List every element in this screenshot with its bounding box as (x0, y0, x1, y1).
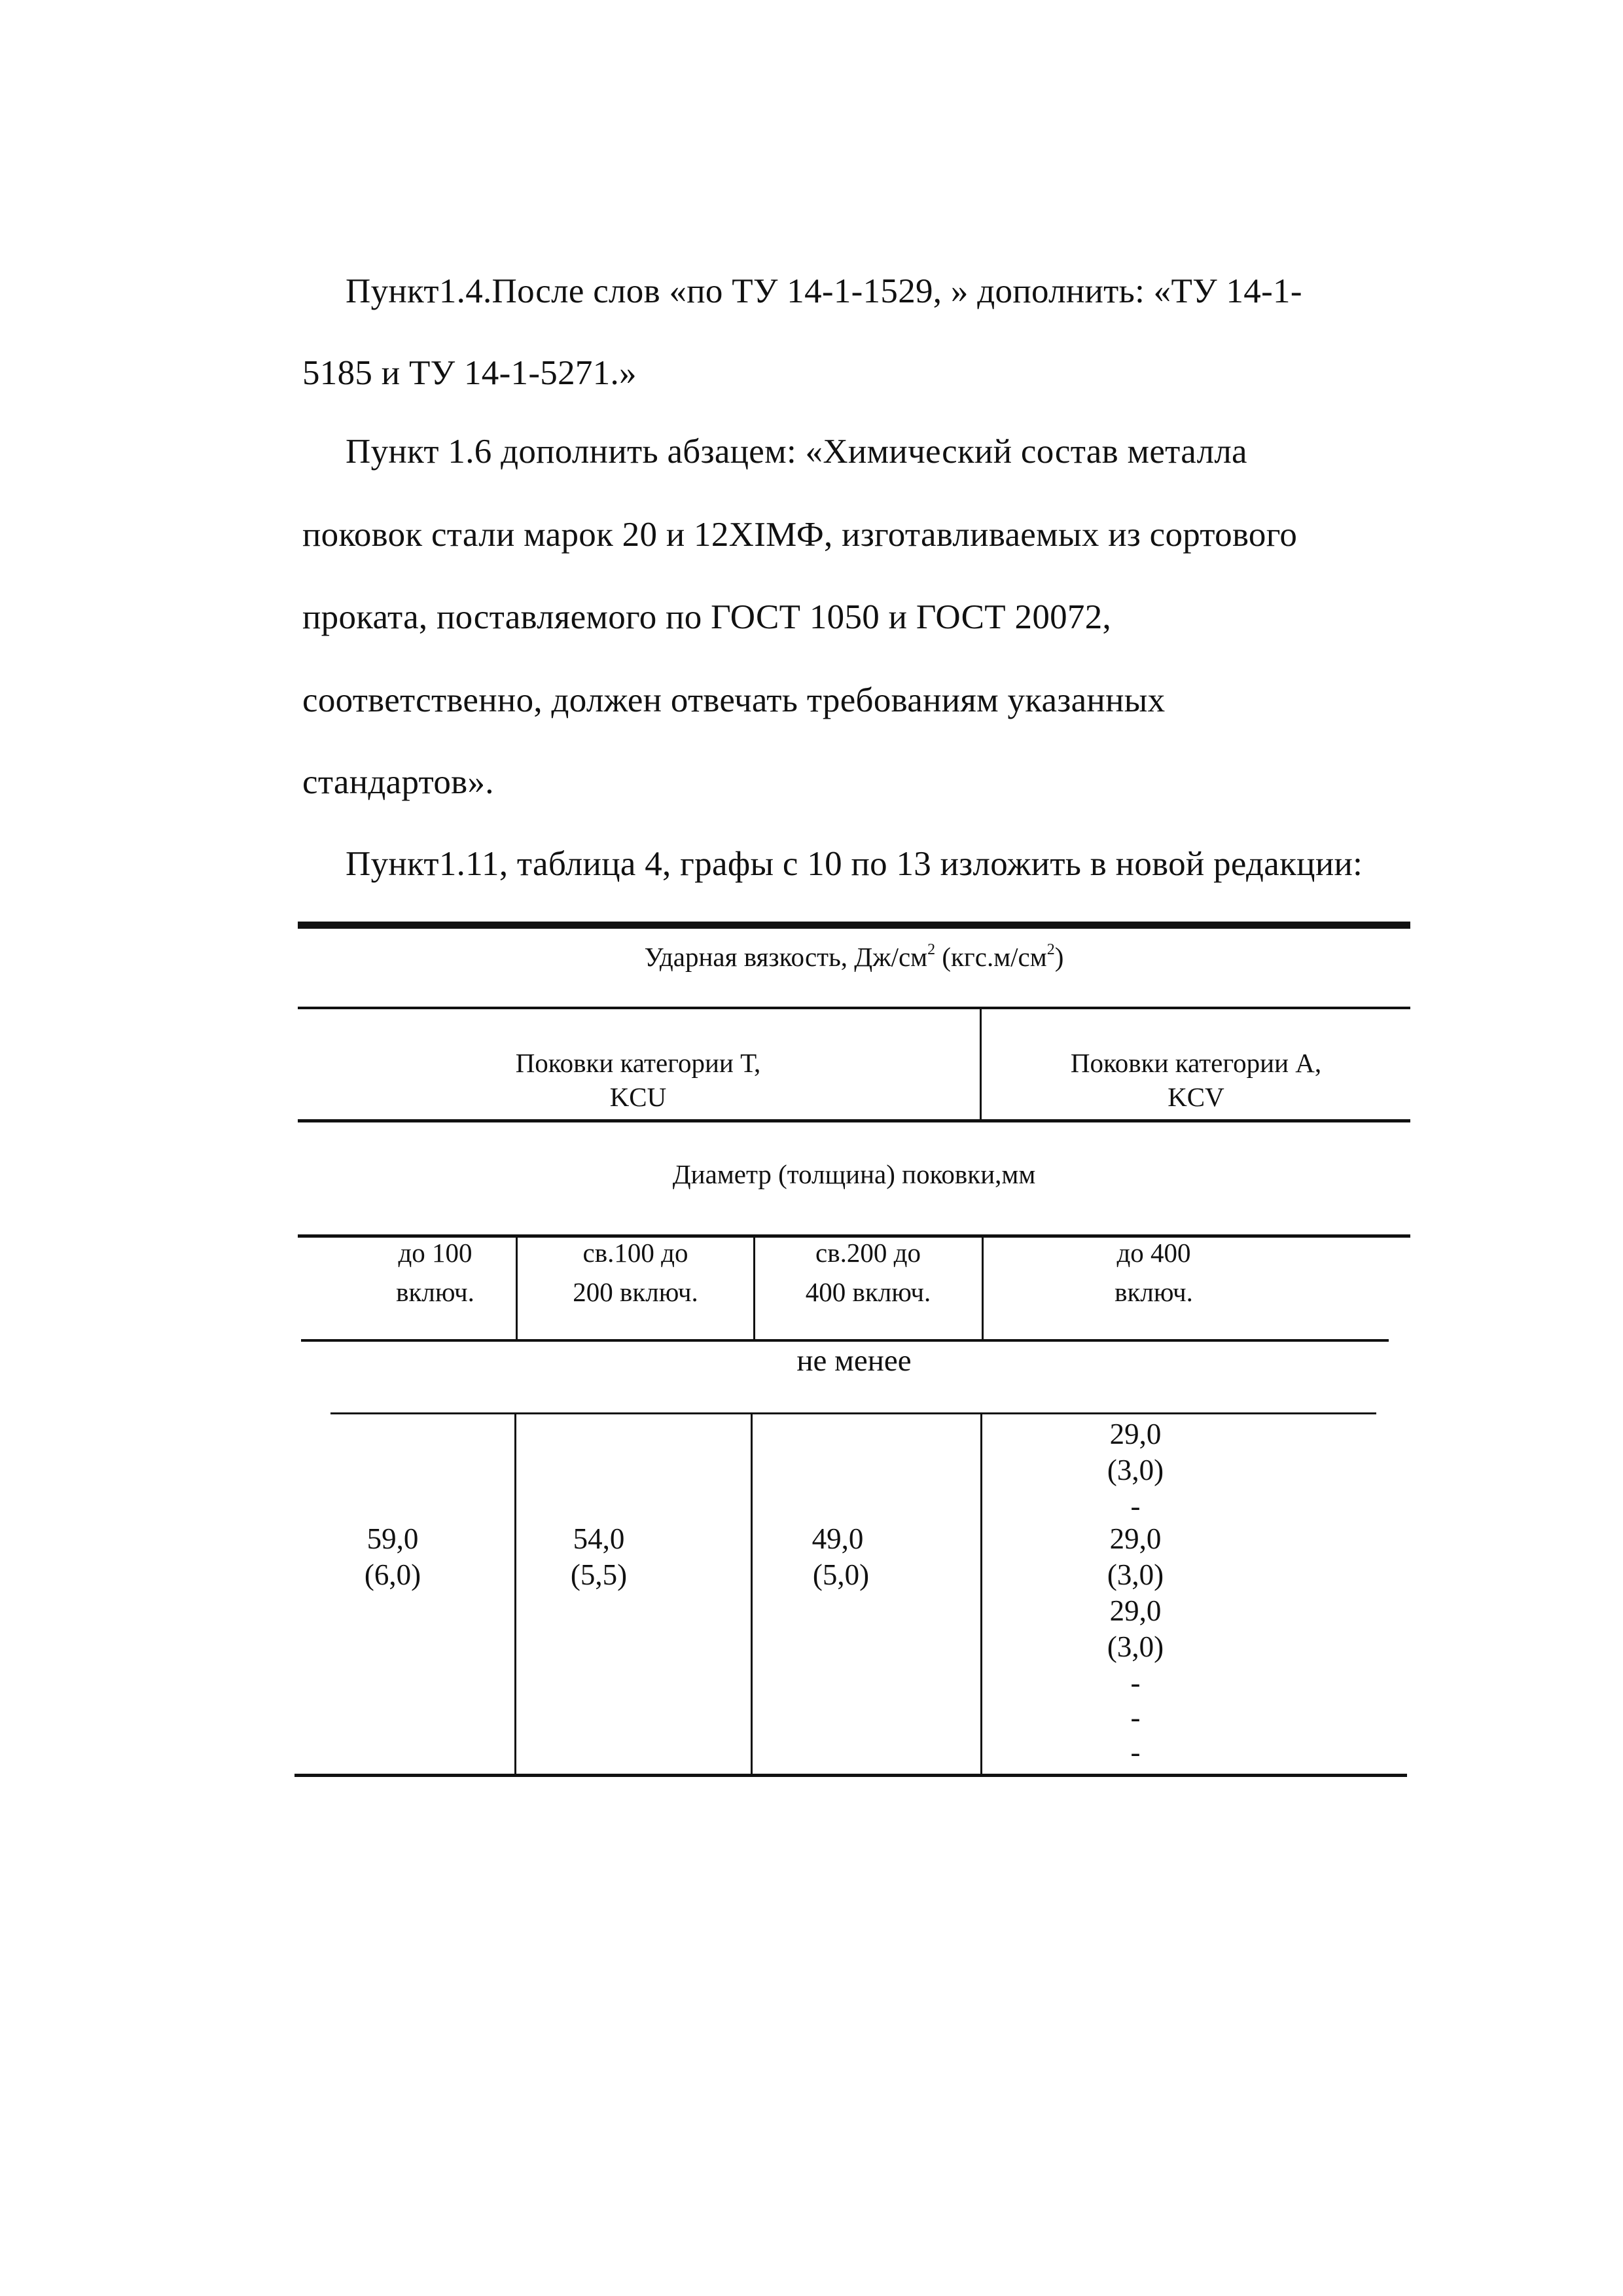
paragraph-2-line-4: соответственно, должен отвечать требованиям указанных (302, 681, 1166, 719)
column-header-4-line-2: включ. (1115, 1277, 1193, 1307)
rule-under-main-header (298, 1007, 1410, 1009)
paragraph-1-line-1: Пункт1.4.После слов «по ТУ 14-1-1529, » дополнить: «ТУ 14-1- (346, 272, 1302, 310)
paragraph-2-line-5: стандартов». (302, 763, 494, 801)
column-header-3-line-1: св.200 до (815, 1238, 921, 1268)
col3-value-kgs: (5,0) (812, 1558, 870, 1591)
min-label: не менее (796, 1344, 912, 1378)
col4-value-5: (3,0) (1107, 1558, 1164, 1591)
header-sup-2: 2 (1046, 941, 1055, 958)
column-header-4-line-1: до 400 (1116, 1238, 1191, 1268)
col4-value-6: 29,0 (1109, 1594, 1162, 1627)
col4-value-7: (3,0) (1107, 1630, 1164, 1663)
header-prefix: Ударная вязкость, Дж/см (644, 942, 928, 972)
column-header-1-line-1: до 100 (398, 1238, 473, 1268)
column-divider-3-values (980, 1414, 982, 1775)
col2-value-kgs: (5,5) (570, 1558, 628, 1591)
col4-value-4: 29,0 (1109, 1522, 1162, 1555)
paragraph-1-line-2: 5185 и ТУ 14-1-5271.» (302, 354, 637, 392)
header-suffix: ) (1054, 942, 1064, 972)
rule-under-group-headers (298, 1119, 1410, 1122)
col4-value-2: (3,0) (1107, 1454, 1164, 1486)
table-top-rule (298, 922, 1410, 929)
col4-value-1: 29,0 (1109, 1418, 1162, 1450)
col4-value-10: - (1130, 1736, 1141, 1768)
column-header-3-line-2: 400 включ. (805, 1277, 931, 1307)
column-divider-1-values (514, 1414, 516, 1775)
rule-above-values (330, 1412, 1376, 1414)
group-a-line-2: KCV (1168, 1082, 1224, 1112)
table-main-header (298, 940, 1410, 974)
column-header-2-line-2: 200 включ. (573, 1277, 698, 1307)
column-divider-2-values (751, 1414, 753, 1775)
col4-value-9: - (1130, 1701, 1141, 1734)
table-bottom-rule (294, 1774, 1407, 1777)
col1-value-kgs: (6,0) (364, 1558, 421, 1591)
group-a-line-1: Поковки категории А, (1070, 1048, 1322, 1078)
group-t-line-1: Поковки категории Т, (515, 1048, 761, 1078)
paragraph-3-line-1: Пункт1.11, таблица 4, графы с 10 по 13 изложить в новой редакции: (346, 845, 1363, 883)
rule-under-column-headers (301, 1339, 1389, 1342)
column-header-1-line-2: включ. (396, 1277, 474, 1307)
col3-value: 49,0 (812, 1522, 864, 1555)
column-header-2-line-1: св.100 до (582, 1238, 688, 1268)
group-t-line-2: KCU (609, 1082, 667, 1112)
col4-value-8: - (1130, 1666, 1141, 1699)
diameter-label: Диаметр (толщина) поковки,мм (672, 1159, 1036, 1189)
header-middle: (кгс.м/см (935, 942, 1047, 972)
col1-value: 59,0 (366, 1522, 419, 1555)
col4-value-3: - (1130, 1490, 1141, 1522)
header-sup-1: 2 (927, 941, 936, 958)
paragraph-2-line-1: Пункт 1.6 дополнить абзацем: «Химический состав металла (346, 433, 1247, 471)
col2-value: 54,0 (573, 1522, 625, 1555)
paragraph-2-line-2: поковок стали марок 20 и 12ХIМФ, изготавливаемых из сортового (302, 516, 1298, 554)
paragraph-2-line-3: проката, поставляемого по ГОСТ 1050 и ГОСТ 20072, (302, 598, 1112, 636)
